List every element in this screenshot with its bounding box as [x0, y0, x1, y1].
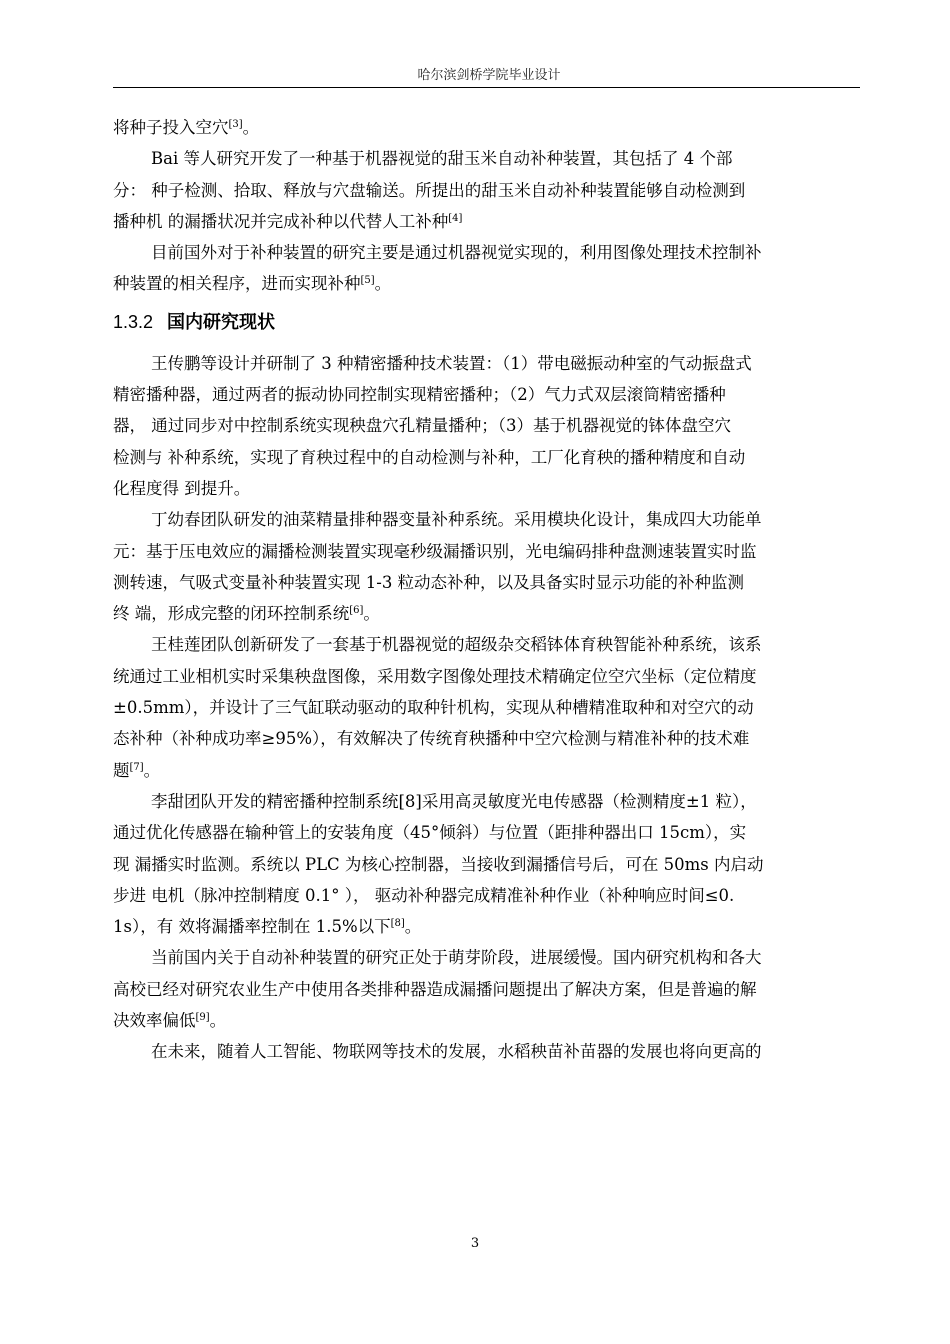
header-divider	[113, 87, 860, 88]
page-number: 3	[470, 1236, 480, 1251]
paragraph-line: 现 漏播实时监测。系统以 PLC 为核心控制器，当接收到漏播信号后，可在 50ms 内启动	[113, 854, 764, 874]
paragraph-line: 器， 通过同步对中控制系统实现秧盘穴孔精量播种；（3）基于机器视觉的钵体盘空穴	[113, 416, 731, 436]
paragraph-line: 高校已经对研究农业生产中使用各类排种器造成漏播问题提出了解决方案，但是普遍的解	[113, 979, 757, 999]
paragraph-line: 分： 种子检测、拾取、释放与穴盘输送。所提出的甜玉米自动补种装置能够自动检测到	[113, 180, 746, 200]
paragraph-line: 终 端，形成完整的闭环控制系统[6]。	[113, 604, 380, 624]
paragraph-line: ±0.5mm），并设计了三气缸联动驱动的取种针机构，实现从种槽精准取种和对空穴的动	[113, 698, 754, 718]
paragraph-line: 1s），有 效将漏播率控制在 1.5%以下[8]。	[113, 917, 422, 937]
paragraph-line: 种装置的相关程序，进而实现补种[5]。	[113, 274, 392, 294]
paragraph-line: 态补种（补种成功率≥95%），有效解决了传统育秧播种中空穴检测与精准补种的技术难	[113, 729, 750, 749]
paragraph-line: 李甜团队开发的精密播种控制系统[8]采用高灵敏度光电传感器（检测精度±1 粒），	[151, 791, 757, 811]
citation: [6]	[349, 605, 364, 617]
page-body	[113, 112, 863, 1068]
paragraph-line: 王桂莲团队创新研发了一套基于机器视觉的超级杂交稻钵体育秧智能补种系统，该系	[151, 635, 762, 655]
paragraph-line: 王传鹏等设计并研制了 3 种精密播种技术装置：（1）带电磁振动种室的气动振盘式	[151, 353, 752, 373]
paragraph-line: 测转速，气吸式变量补种装置实现 1-3 粒动态补种，以及具备实时显示功能的补种监测	[113, 572, 745, 592]
citation: [8]	[390, 918, 405, 930]
citation: [7]	[129, 761, 144, 773]
citation: [5]	[360, 275, 375, 287]
paragraph-line: 元：基于压电效应的漏播检测装置实现毫秒级漏播识别，光电编码排种盘测速装置实时监	[113, 541, 757, 561]
paragraph-line: 将种子投入空穴[3]。	[113, 118, 260, 137]
section-heading	[113, 302, 863, 342]
paragraph-line: 丁幼春团队研发的油菜精量排种器变量补种系统。采用模块化设计，集成四大功能单	[151, 510, 762, 530]
paragraph-line: 当前国内关于自动补种装置的研究正处于萌芽阶段，进展缓慢。国内研究机构和各大	[151, 948, 762, 968]
paragraph-line: 通过优化传感器在输种管上的安装角度（45°倾斜）与位置（距排种器出口 15cm），实	[113, 823, 747, 843]
citation: [4]	[448, 212, 463, 224]
paragraph-line: 目前国外对于补种装置的研究主要是通过机器视觉实现的，利用图像处理技术控制补	[151, 243, 762, 263]
citation: [9]	[195, 1012, 210, 1024]
section-number: 1.3.2	[113, 311, 154, 332]
paragraph-line: 步进 电机（脉冲控制精度 0.1° ）， 驱动补种器完成精准补种作业（补种响应时间≤0.	[113, 885, 735, 905]
paragraph-line: 检测与 补种系统，实现了育秧过程中的自动检测与补种，工厂化育秧的播种精度和自动	[113, 447, 746, 467]
paragraph-line: 播种机 的漏播状况并完成补种以代替人工补种[4]	[113, 211, 463, 231]
paragraph-line: Bai 等人研究开发了一种基于机器视觉的甜玉米自动补种装置，其包括了 4 个部	[151, 149, 733, 169]
paragraph-line: 在未来，随着人工智能、物联网等技术的发展，水稻秧苗补苗器的发展也将向更高的	[151, 1042, 762, 1062]
citation: [3]	[228, 119, 243, 130]
paragraph-line: 化程度得 到提升。	[113, 478, 251, 498]
paragraph-line: 题[7]。	[113, 760, 161, 780]
paragraph-line: 精密播种器，通过两者的振动协同控制实现精密播种；（2）气力式双层滚筒精密播种	[113, 385, 726, 405]
page-header: 哈尔滨剑桥学院毕业设计	[417, 68, 561, 83]
section-title: 国内研究现状	[167, 311, 276, 333]
paragraph-line: 决效率偏低[9]。	[113, 1011, 227, 1031]
paragraph-line: 统通过工业相机实时采集秧盘图像，采用数字图像处理技术精确定位空穴坐标（定位精度	[113, 666, 757, 686]
